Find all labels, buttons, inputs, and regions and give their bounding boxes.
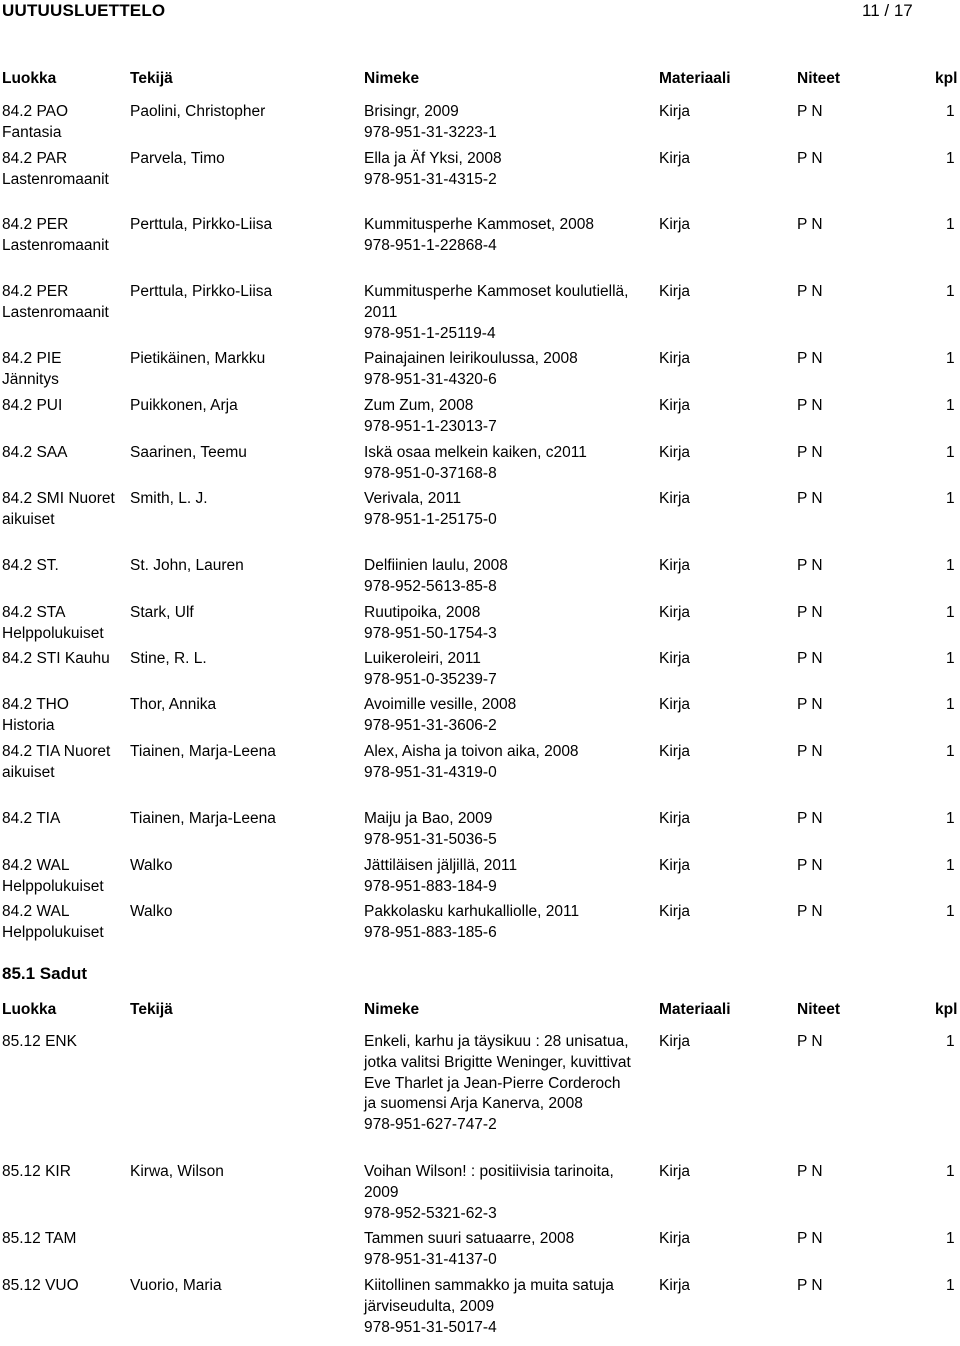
- cell-kpl: 1: [946, 557, 955, 574]
- cell-luokka: 85.12 TAM: [2, 1230, 77, 1247]
- title-text: Kummitusperhe Kammoset, 2008: [364, 216, 595, 233]
- cell-nimeke: [364, 149, 632, 191]
- table-row: [0, 396, 960, 443]
- cell-niteet: P N: [797, 490, 823, 507]
- cell-tekija: Tiainen, Marja-Leena: [130, 810, 276, 827]
- cell-luokka: 84.2 WAL Helppolukuiset: [2, 903, 104, 941]
- col-header-nimeke: Nimeke: [364, 1001, 420, 1018]
- title-text: Pakkolasku karhukalliolle, 2011: [364, 903, 580, 920]
- table-row: [0, 149, 960, 215]
- cell-materiaali: Kirja: [659, 444, 691, 461]
- cell-materiaali: Kirja: [659, 283, 691, 300]
- table-row: [0, 809, 960, 856]
- isbn-text: 978-951-31-4319-0: [364, 763, 497, 781]
- cell-tekija: Kirwa, Wilson: [130, 1163, 224, 1180]
- isbn-text: 978-951-31-4320-6: [364, 370, 497, 388]
- cell-materiaali: Kirja: [659, 216, 691, 233]
- isbn-text: 978-951-31-5036-5: [364, 830, 497, 848]
- isbn-text: 978-951-1-25119-4: [364, 324, 496, 342]
- cell-luokka: 84.2 WAL Helppolukuiset: [2, 857, 104, 895]
- cell-materiaali: Kirja: [659, 1230, 691, 1247]
- isbn-text: 978-952-5613-85-8: [364, 577, 497, 595]
- cell-tekija: Saarinen, Teemu: [130, 444, 247, 461]
- isbn-text: 978-951-1-23013-7: [364, 417, 497, 435]
- cell-tekija: Walko: [130, 903, 173, 920]
- title-text: Ruutipoika, 2008: [364, 604, 481, 621]
- cell-niteet: P N: [797, 150, 823, 167]
- isbn-text: 978-951-883-185-6: [364, 923, 497, 941]
- col-header-luokka: Luokka: [2, 1001, 57, 1018]
- cell-kpl: 1: [946, 490, 955, 507]
- cell-niteet: P N: [797, 397, 823, 414]
- cell-tekija: St. John, Lauren: [130, 557, 244, 574]
- cell-tekija: Tiainen, Marja-Leena: [130, 743, 276, 760]
- table-header: [0, 70, 960, 90]
- cell-materiaali: Kirja: [659, 650, 691, 667]
- title-text: Voihan Wilson! : positiivisia tarinoita, 2009: [364, 1163, 614, 1201]
- cell-niteet: P N: [797, 810, 823, 827]
- title-text: Verivala, 2011: [364, 490, 462, 507]
- col-header-tekija: Tekijä: [130, 1001, 173, 1018]
- cell-kpl: 1: [946, 650, 955, 667]
- cell-niteet: P N: [797, 743, 823, 760]
- col-header-nimeke: Nimeke: [364, 70, 420, 87]
- cell-niteet: P N: [797, 903, 823, 920]
- table-row: [0, 1162, 960, 1229]
- isbn-text: 978-951-1-22868-4: [364, 236, 497, 254]
- cell-niteet: P N: [797, 283, 823, 300]
- cell-nimeke: [364, 1162, 632, 1224]
- title-text: Kiitollinen sammakko ja muita satuja järviseudulta, 2009: [364, 1277, 614, 1315]
- cell-nimeke: [364, 282, 632, 344]
- isbn-text: 978-951-31-3223-1: [364, 123, 497, 141]
- title-text: Painajainen leirikoulussa, 2008: [364, 350, 578, 367]
- cell-nimeke: [364, 742, 632, 784]
- cell-niteet: P N: [797, 1230, 823, 1247]
- cell-niteet: P N: [797, 350, 823, 367]
- cell-tekija: Puikkonen, Arja: [130, 397, 238, 414]
- cell-luokka: 84.2 ST.: [2, 557, 59, 574]
- cell-luokka: 85.12 ENK: [2, 1033, 77, 1050]
- cell-luokka: 84.2 PAR Lastenromaanit: [2, 150, 109, 188]
- col-header-materiaali: Materiaali: [659, 1001, 731, 1018]
- isbn-text: 978-951-31-5017-4: [364, 1318, 497, 1336]
- cell-luokka: 84.2 PUI: [2, 397, 63, 414]
- cell-nimeke: [364, 396, 632, 438]
- table-row: [0, 695, 960, 742]
- cell-tekija: Stark, Ulf: [130, 604, 194, 621]
- cell-materiaali: Kirja: [659, 810, 691, 827]
- cell-materiaali: Kirja: [659, 1277, 691, 1294]
- cell-nimeke: [364, 1276, 632, 1338]
- table-row: [0, 742, 960, 809]
- title-text: Avoimille vesille, 2008: [364, 696, 517, 713]
- title-text: Tammen suuri satuaarre, 2008: [364, 1230, 575, 1247]
- cell-luokka: 84.2 THO Historia: [2, 696, 69, 734]
- cell-tekija: Perttula, Pirkko-Liisa: [130, 283, 273, 300]
- cell-materiaali: Kirja: [659, 350, 691, 367]
- cell-materiaali: Kirja: [659, 397, 691, 414]
- cell-tekija: Vuorio, Maria: [130, 1277, 222, 1294]
- cell-luokka: 84.2 TIA Nuoret aikuiset: [2, 743, 111, 781]
- title-text: Ella ja Äf Yksi, 2008: [364, 150, 502, 167]
- cell-materiaali: Kirja: [659, 604, 691, 621]
- cell-kpl: 1: [946, 743, 955, 760]
- cell-nimeke: [364, 856, 632, 898]
- cell-tekija: Perttula, Pirkko-Liisa: [130, 216, 273, 233]
- title-text: Alex, Aisha ja toivon aika, 2008: [364, 743, 579, 760]
- cell-niteet: P N: [797, 1163, 823, 1180]
- cell-nimeke: [364, 902, 632, 944]
- table-row: [0, 443, 960, 489]
- table-row: [0, 349, 960, 396]
- cell-niteet: P N: [797, 103, 823, 120]
- cell-nimeke: [364, 1032, 632, 1136]
- isbn-text: 978-951-0-35239-7: [364, 670, 497, 688]
- isbn-text: 978-951-627-747-2: [364, 1116, 497, 1134]
- page-number: 11 / 17: [862, 1, 913, 20]
- cell-luokka: 84.2 SAA: [2, 444, 68, 461]
- cell-kpl: 1: [946, 604, 955, 621]
- cell-kpl: 1: [946, 350, 955, 367]
- cell-materiaali: Kirja: [659, 557, 691, 574]
- col-header-niteet: Niteet: [797, 70, 841, 87]
- cell-kpl: 1: [946, 1230, 955, 1247]
- cell-materiaali: Kirja: [659, 857, 691, 874]
- cell-tekija: Smith, L. J.: [130, 490, 208, 507]
- table-row: [0, 556, 960, 603]
- table-row: [0, 1229, 960, 1276]
- cell-luokka: 84.2 STA Helppolukuiset: [2, 604, 104, 642]
- cell-niteet: P N: [797, 444, 823, 461]
- cell-niteet: P N: [797, 1277, 823, 1294]
- cell-nimeke: [364, 1229, 632, 1271]
- table-row: [0, 102, 960, 149]
- title-text: Brisingr, 2009: [364, 103, 459, 120]
- cell-kpl: 1: [946, 1277, 955, 1294]
- cell-nimeke: [364, 695, 632, 737]
- isbn-text: 978-951-31-4315-2: [364, 170, 497, 188]
- cell-kpl: 1: [946, 150, 955, 167]
- cell-materiaali: Kirja: [659, 1163, 691, 1180]
- table-row: [0, 902, 960, 949]
- table-row: [0, 603, 960, 649]
- cell-kpl: 1: [946, 397, 955, 414]
- cell-materiaali: Kirja: [659, 743, 691, 760]
- cell-nimeke: [364, 649, 632, 691]
- cell-nimeke: [364, 215, 632, 257]
- cell-kpl: 1: [946, 810, 955, 827]
- table-section-85: [0, 1032, 960, 1346]
- cell-niteet: P N: [797, 604, 823, 621]
- cell-niteet: P N: [797, 216, 823, 233]
- cell-luokka: 84.2 SMI Nuoret aikuiset: [2, 490, 115, 528]
- table-row: [0, 1276, 960, 1346]
- cell-tekija: Thor, Annika: [130, 696, 217, 713]
- cell-niteet: P N: [797, 696, 823, 713]
- cell-nimeke: [364, 349, 632, 391]
- isbn-text: 978-951-0-37168-8: [364, 464, 497, 482]
- cell-kpl: 1: [946, 1033, 955, 1050]
- col-header-kpl: kpl: [935, 1001, 958, 1018]
- isbn-text: 978-952-5321-62-3: [364, 1204, 497, 1222]
- col-header-tekija: Tekijä: [130, 70, 173, 87]
- title-text: Maiju ja Bao, 2009: [364, 810, 493, 827]
- cell-kpl: 1: [946, 1163, 955, 1180]
- cell-luokka: 84.2 PER Lastenromaanit: [2, 216, 109, 254]
- cell-materiaali: Kirja: [659, 490, 691, 507]
- cell-materiaali: Kirja: [659, 103, 691, 120]
- table-row: [0, 649, 960, 695]
- col-header-kpl: kpl: [935, 70, 958, 87]
- isbn-text: 978-951-31-3606-2: [364, 716, 497, 734]
- cell-materiaali: Kirja: [659, 150, 691, 167]
- title-text: Zum Zum, 2008: [364, 397, 474, 414]
- col-header-materiaali: Materiaali: [659, 70, 731, 87]
- cell-nimeke: [364, 556, 632, 598]
- cell-luokka: 84.2 PER Lastenromaanit: [2, 283, 109, 321]
- cell-tekija: Walko: [130, 857, 173, 874]
- page-header: [0, 0, 960, 24]
- isbn-text: 978-951-50-1754-3: [364, 624, 497, 642]
- cell-kpl: 1: [946, 444, 955, 461]
- cell-tekija: Paolini, Christopher: [130, 103, 266, 120]
- cell-kpl: 1: [946, 903, 955, 920]
- cell-materiaali: Kirja: [659, 696, 691, 713]
- cell-niteet: P N: [797, 857, 823, 874]
- cell-luokka: 84.2 TIA: [2, 810, 61, 827]
- cell-nimeke: [364, 489, 632, 531]
- cell-luokka: 85.12 VUO: [2, 1277, 79, 1294]
- title-text: Jättiläisen jäljillä, 2011: [364, 857, 518, 874]
- col-header-luokka: Luokka: [2, 70, 57, 87]
- cell-luokka: 85.12 KIR: [2, 1163, 71, 1180]
- title-text: Enkeli, karhu ja täysikuu : 28 unisatua, jotka valitsi Brigitte Weninger, kuvittivat Eve Tharlet ja Jean-Pierre Corderoch ja suomensi Arja Kanerva, 2008: [364, 1033, 631, 1113]
- cell-tekija: Stine, R. L.: [130, 650, 207, 667]
- table-header-2: [0, 1001, 960, 1021]
- cell-luokka: 84.2 PIE Jännitys: [2, 350, 62, 388]
- cell-nimeke: [364, 102, 632, 144]
- title-text: Luikeroleiri, 2011: [364, 650, 481, 667]
- isbn-text: 978-951-883-184-9: [364, 877, 497, 895]
- cell-nimeke: [364, 603, 632, 645]
- table-row: [0, 1032, 960, 1162]
- col-header-niteet: Niteet: [797, 1001, 841, 1018]
- cell-nimeke: [364, 443, 632, 485]
- cell-materiaali: Kirja: [659, 1033, 691, 1050]
- cell-kpl: 1: [946, 103, 955, 120]
- isbn-text: 978-951-1-25175-0: [364, 510, 497, 528]
- cell-luokka: 84.2 STI Kauhu: [2, 650, 110, 667]
- title-text: Delfiinien laulu, 2008: [364, 557, 508, 574]
- cell-nimeke: [364, 809, 632, 851]
- cell-kpl: 1: [946, 216, 955, 233]
- table-row: [0, 489, 960, 556]
- isbn-text: 978-951-31-4137-0: [364, 1250, 497, 1268]
- cell-kpl: 1: [946, 283, 955, 300]
- cell-tekija: Pietikäinen, Markku: [130, 350, 266, 367]
- cell-niteet: P N: [797, 557, 823, 574]
- cell-materiaali: Kirja: [659, 903, 691, 920]
- table-section-84: [0, 102, 960, 949]
- title-text: Kummitusperhe Kammoset koulutiellä, 2011: [364, 283, 629, 321]
- section-title: 85.1 Sadut: [2, 964, 88, 983]
- table-row: [0, 215, 960, 282]
- cell-niteet: P N: [797, 650, 823, 667]
- cell-niteet: P N: [797, 1033, 823, 1050]
- cell-kpl: 1: [946, 696, 955, 713]
- title-text: Iskä osaa melkein kaiken, c2011: [364, 444, 587, 461]
- table-row: [0, 856, 960, 902]
- cell-luokka: 84.2 PAO Fantasia: [2, 103, 69, 141]
- cell-kpl: 1: [946, 857, 955, 874]
- cell-tekija: Parvela, Timo: [130, 150, 225, 167]
- table-row: [0, 282, 960, 349]
- document-title: UUTUUSLUETTELO: [2, 1, 166, 20]
